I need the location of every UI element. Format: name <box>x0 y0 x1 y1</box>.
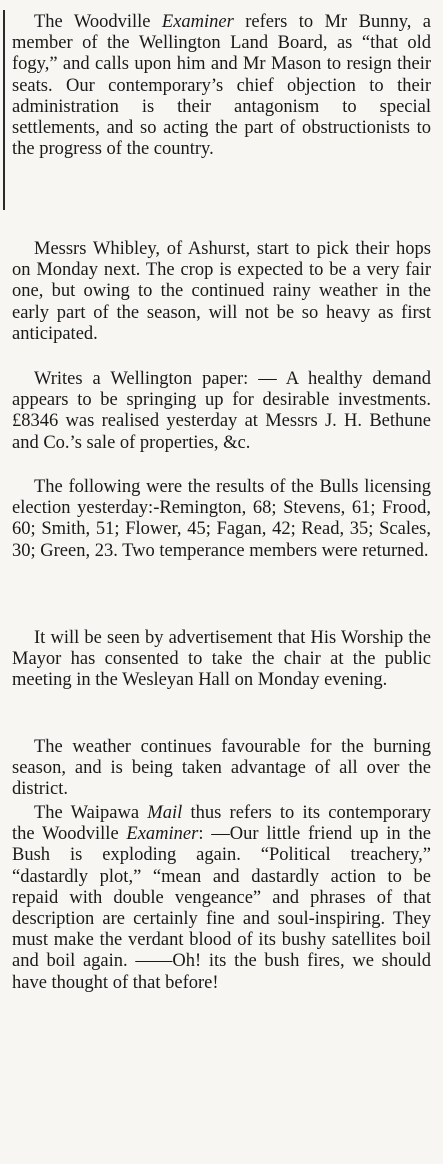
article-text-part: thus refers to its contemporary the Woodville <box>12 803 431 845</box>
article-bulls-election <box>12 477 431 562</box>
newspaper-name: Examiner <box>126 824 199 845</box>
article-text-part: The Woodville <box>34 12 162 32</box>
column-rule <box>3 10 5 210</box>
article-text: The weather continues favourable for the burning season, and is being taken advantage of all over the district. <box>12 737 431 800</box>
article-text: Messrs Whibley, of Ashurst, start to pick their hops on Monday next. The crop is expected to be a very fair one, but owing to the continued rainy weather in the early part of the season, will not be so heavy as first anticipated. <box>12 239 431 344</box>
article-text: It will be seen by advertisement that His Worship the Mayor has consented to take the chair at the public meeting in the Wesleyan Hall on Monday evening. <box>12 628 431 691</box>
article-text: Writes a Wellington paper: — A healthy demand appears to be springing up for desirable investments. £8346 was realised yesterday at Messrs J. H. Bethune and Co.’s sale of properties, &c. <box>12 369 431 453</box>
article-hops <box>12 239 431 345</box>
article-waipawa-mail <box>12 803 431 994</box>
article-mayor-meeting <box>12 628 431 692</box>
article-text-part: The Waipawa <box>34 803 148 823</box>
article-weather <box>12 737 431 801</box>
article-text-part: refers to Mr Bunny, a member of the Wellington Land Board, as “that old fogy,” and calls upon him and Mr Mason to resign their seats. Our contemporary’s chief objection to their administration is their antagonism to special settlements, and so acting the part of obstructionists to the progress of the country. <box>12 12 432 160</box>
newspaper-name: Examiner <box>161 12 234 32</box>
article-text-part: : —Our little friend up in the Bush is exploding again. “Political treachery,” “dastardly plot,” “mean and dastardly action to be repaid with double vengeance” and phrases of that description are certainly fine and soul-inspiring. They must make the verdant blood of its bushy satellites boil and boil again. ——Oh! its the bush fires, we should have thought of that before! <box>12 824 431 993</box>
article-investments <box>12 369 431 454</box>
article-examiner-land-board <box>12 12 431 160</box>
newspaper-name: Mail <box>147 803 183 823</box>
article-text: The following were the results of the Bulls licensing election yesterday:-Remington, 68; Stevens, 61; Frood, 60; Smith, 51; Flower, 45; Fagan, 42; Read, 35; Scales, 30; Green, 23. Two temperance members were returned. <box>12 477 431 561</box>
